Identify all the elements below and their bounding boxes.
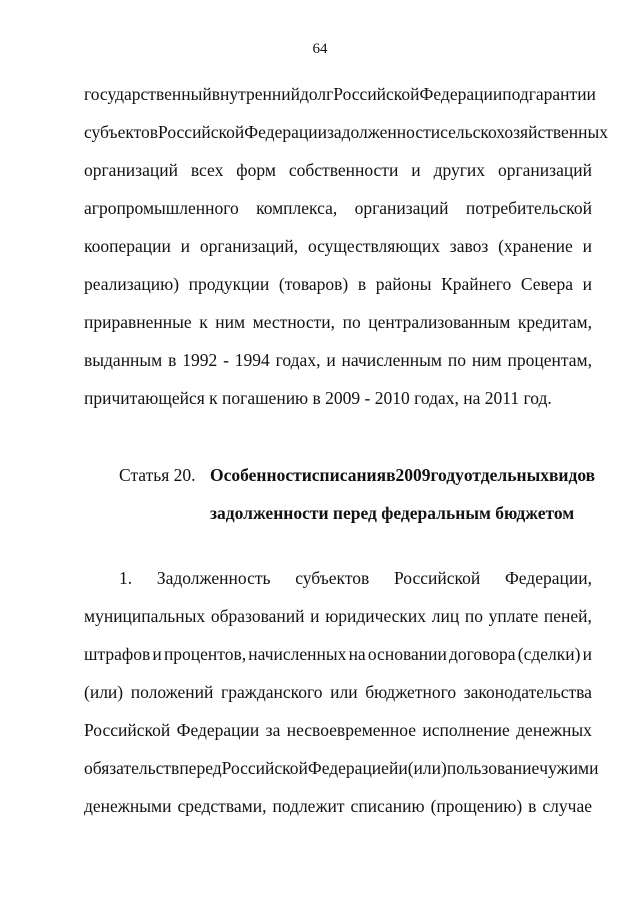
word: долг [299,84,334,104]
word: или [330,682,358,702]
word: Федерации [176,720,260,740]
word: гражданского [221,682,323,702]
word: под [502,84,529,104]
word: и [180,236,191,256]
word: и [582,274,592,294]
word: (сделки) [517,644,581,664]
word: начисленных [248,644,347,664]
text-line [84,606,592,626]
text-line [119,568,592,588]
word: других [433,160,486,180]
article-title-line [210,465,596,485]
word: начисленным [341,350,442,370]
text-line [84,122,609,142]
word: (или) [407,758,447,778]
word: и [152,644,162,664]
word: Крайнего [441,274,512,294]
word: юридических [325,606,427,626]
word: образований [210,606,305,626]
word: сельскохозяйственных [440,122,609,142]
word: видов [548,465,596,485]
word: муниципальных [84,606,206,626]
word: списанию [350,796,425,816]
word: лиц [431,606,460,626]
word: в [168,350,177,370]
word: приравненные [84,312,192,332]
word: штрафов [84,644,151,664]
text-line [84,720,592,740]
word: средствами, [177,796,267,816]
word: по [464,606,483,626]
word: субъектов [295,568,370,588]
word: и [411,160,421,180]
word: (хранение [498,236,573,256]
text-line [84,198,592,218]
word: в [386,465,396,485]
word: форм [236,160,276,180]
word: выданным [84,350,163,370]
word: 2009 [395,465,431,485]
text-line [84,84,596,104]
word: ним [471,350,502,370]
word: Российской [158,122,245,142]
word: в [357,274,367,294]
word: 1994 [234,350,270,370]
word: ним [215,312,246,332]
word: и [582,236,592,256]
word: к [199,312,208,332]
word: - [223,350,229,370]
text-line [84,160,592,180]
text-line [84,682,592,702]
word: собственности [288,160,399,180]
word: (или) [84,682,124,702]
article-label: Статья 20. [119,465,196,485]
word: организаций [354,198,449,218]
word: комплекса, [256,198,338,218]
word: гарантии [528,84,596,104]
word: договора [449,644,516,664]
word: Задолженность [156,568,271,588]
text-line [84,644,592,664]
word: исполнение [422,720,510,740]
word: кредитам, [517,312,592,332]
word: случае [542,796,592,816]
word: организаций, [199,236,299,256]
word: продукции [188,274,270,294]
word: процентов, [163,644,247,664]
word: отдельных [463,465,549,485]
word: в [528,796,537,816]
word: Российской [84,720,171,740]
word: и [582,644,592,664]
article-title-line: задолженности перед федеральным бюджетом [210,503,575,523]
text-line [84,236,592,256]
text-line [84,312,592,332]
word: (прощению) [430,796,523,816]
word: на [348,644,366,664]
word: 1992 [182,350,218,370]
word: чужими [539,758,599,778]
word: 1. [119,568,133,588]
text-line [84,274,592,294]
word: перед [179,758,222,778]
page-number: 64 [312,41,328,57]
word: году [430,465,464,485]
word: положений [130,682,214,702]
word: внутренний [211,84,300,104]
word: Федерации, [504,568,592,588]
word: Российской [221,758,308,778]
text-line [84,796,592,816]
word: задолженности [326,122,441,142]
word: и [326,350,336,370]
word: годах, [275,350,321,370]
word: Федерации [419,84,503,104]
word: завоз [449,236,489,256]
word: Федерацией [307,758,399,778]
word: Федерации [244,122,327,142]
word: уплате [488,606,539,626]
word: государственный [84,84,212,104]
word: процентам, [507,350,592,370]
word: пользование [446,758,540,778]
word: потребительской [465,198,592,218]
word: списания [311,465,387,485]
word: местности, [252,312,336,332]
word: пеней, [543,606,592,626]
text-line [84,758,599,778]
word: денежных [516,720,592,740]
word: законодательства [463,682,592,702]
word: подлежит [272,796,345,816]
word: осуществляющих [307,236,440,256]
word: основании [367,644,447,664]
word: районы [375,274,432,294]
word: централизованным [368,312,511,332]
word: Российской [393,568,481,588]
word: организаций [497,160,592,180]
word: субъектов [84,122,159,142]
word: бюджетного [365,682,457,702]
word: денежными [84,796,172,816]
word: всех [190,160,224,180]
word: организаций [84,160,178,180]
word: Российской [333,84,420,104]
word: за [265,720,281,740]
word: обязательств [84,758,180,778]
word: реализацию) [84,274,180,294]
text-line [84,350,592,370]
word: и [310,606,320,626]
word: агропромышленного [84,198,239,218]
text-line-last: причитающейся к погашению в 2009 - 2010 годах, на 2011 год. [84,388,552,408]
word: (товаров) [278,274,349,294]
word: по [342,312,361,332]
word: несвоевременное [286,720,417,740]
word: кооперации [84,236,171,256]
word: Севера [520,274,573,294]
word: и [398,758,408,778]
word: по [447,350,466,370]
word: Особенности [210,465,312,485]
